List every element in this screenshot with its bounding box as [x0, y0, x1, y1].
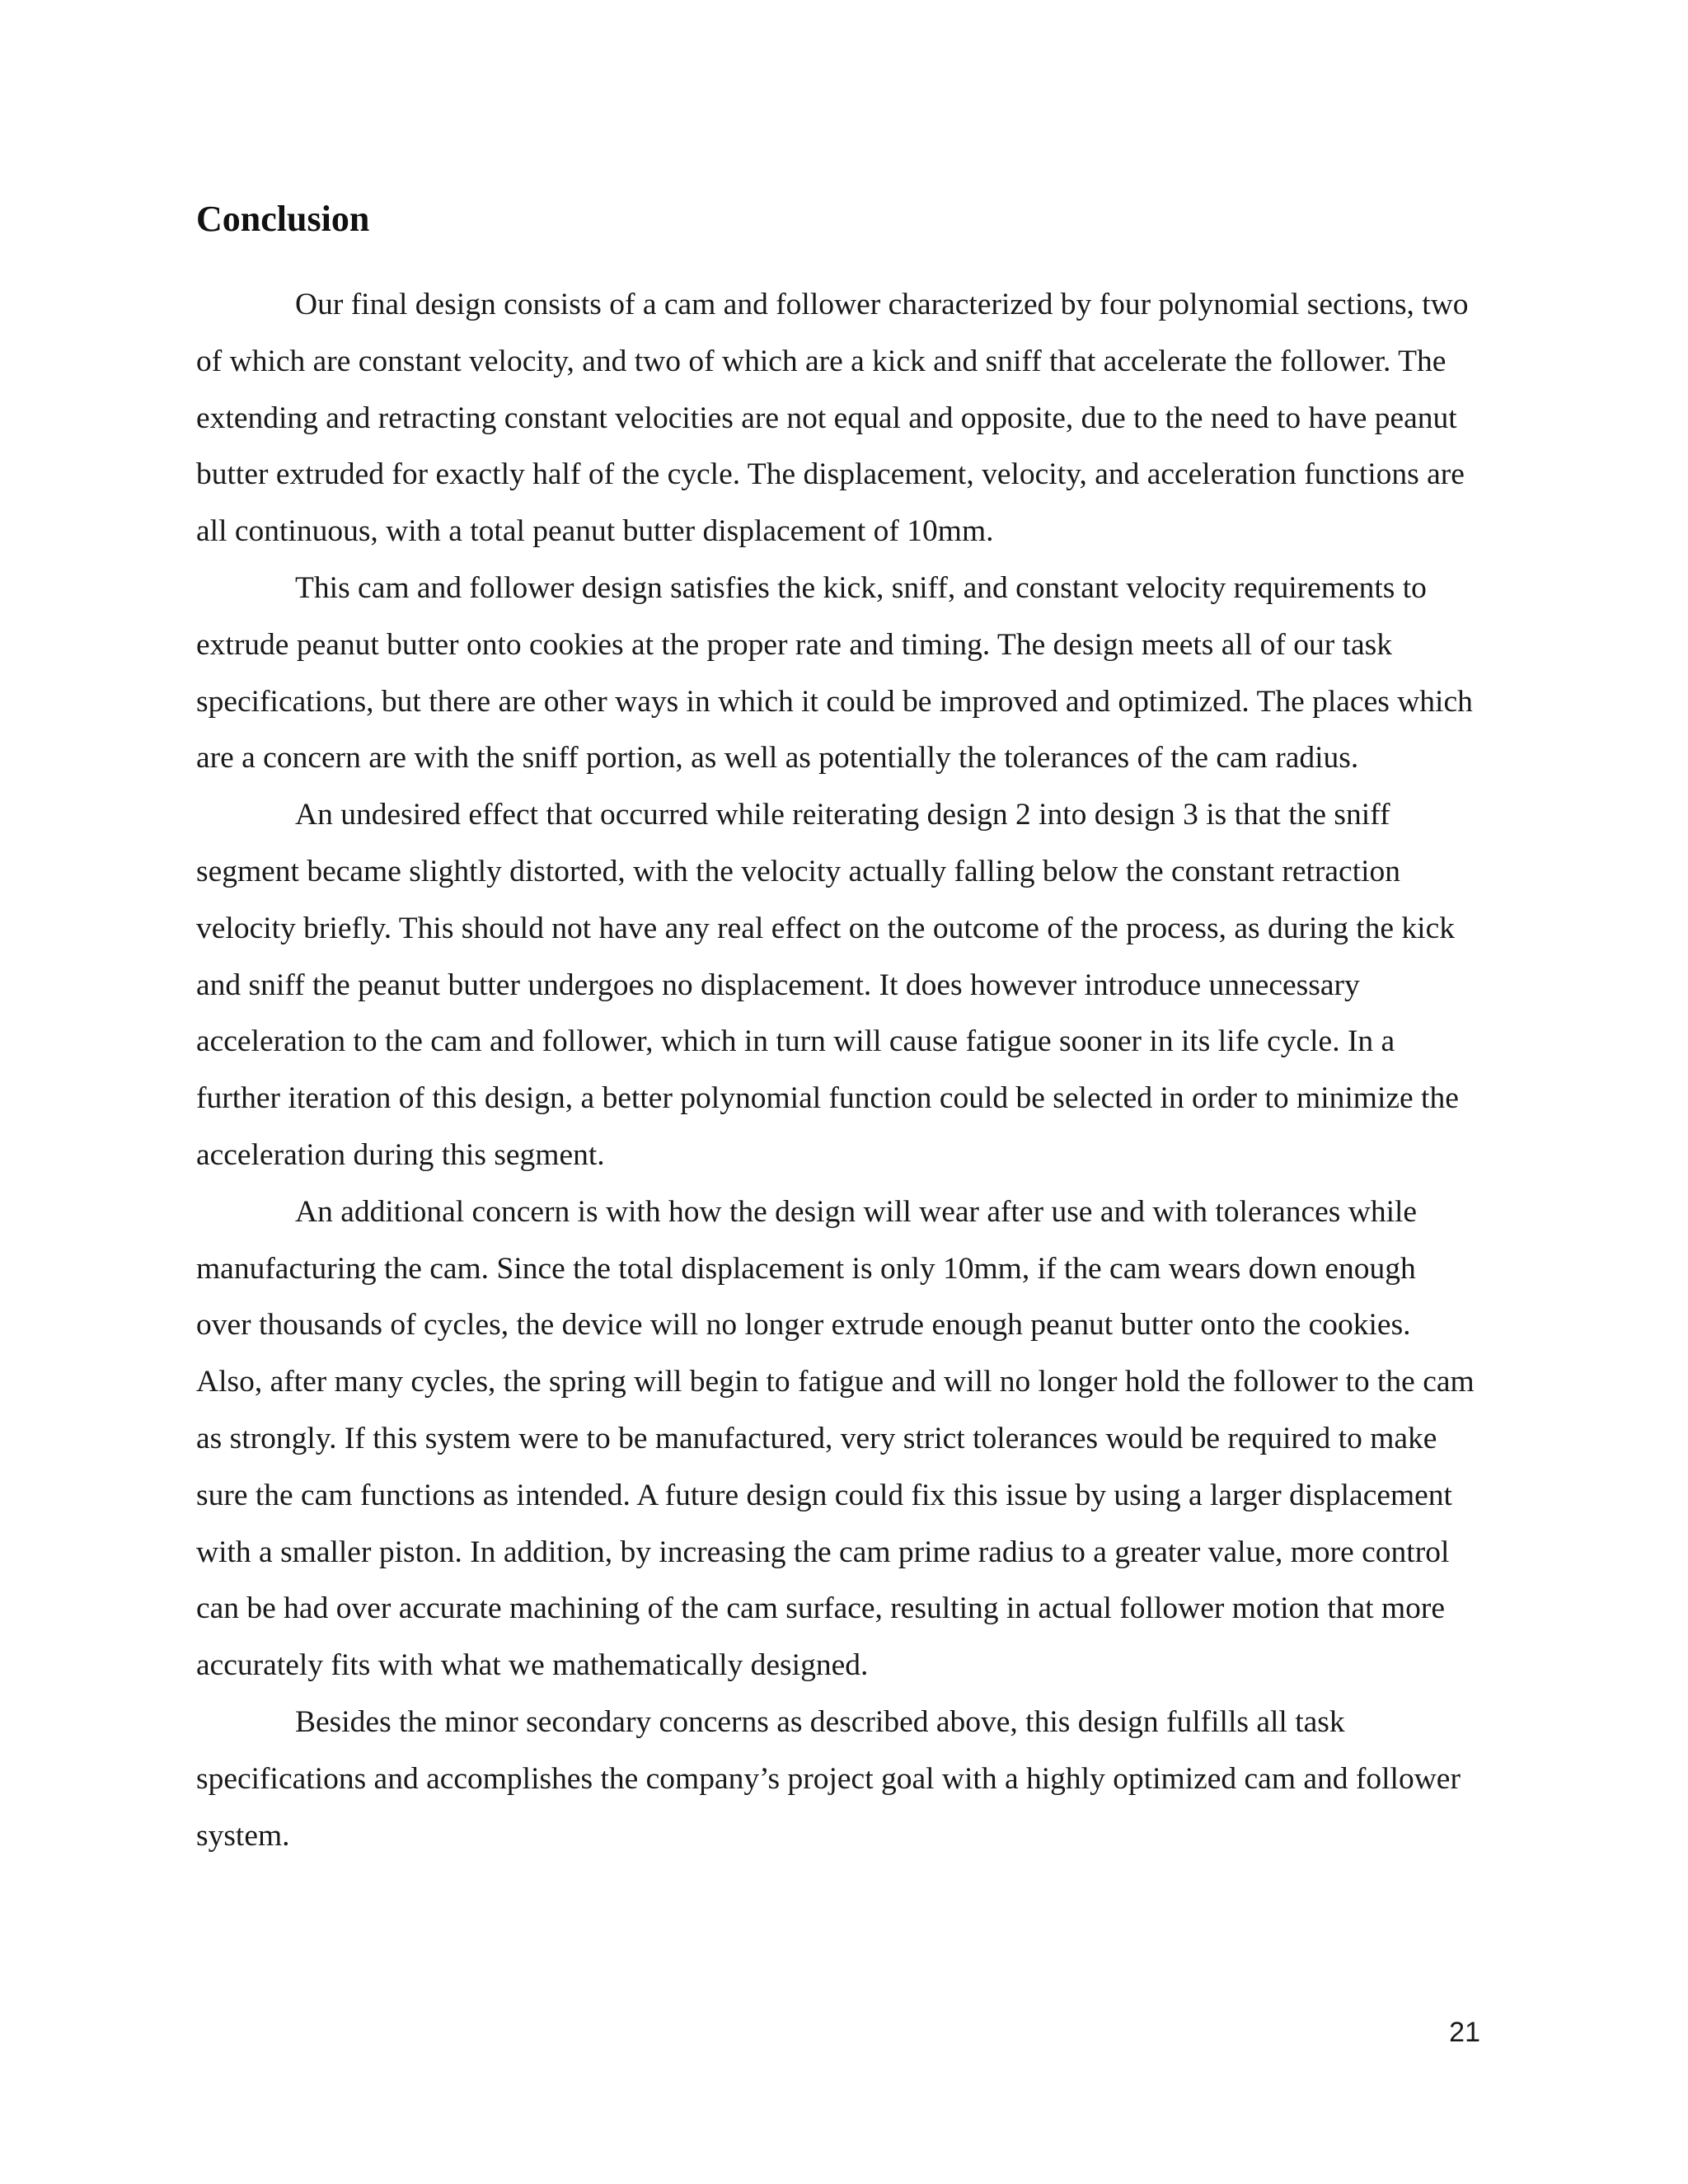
paragraph-requirements: This cam and follower design satisfies the kick, sniff, and constant velocity requirements to extrude peanut butter onto cookies at the proper rate and timing. The design meets all of our task specifications, but there are other ways in which it could be improved and optimized. The places which are a concern are with the sniff portion, as well as potentially the tolerances of the cam radius.: [196, 570, 1473, 776]
page-number: 21: [1449, 2017, 1480, 2048]
paragraph-wear-tolerances: An additional concern is with how the design will wear after use and with tolerances while manufacturing the cam. Since the total displacement is only 10mm, if the cam wears down enough over thousands of cycles, the device will no longer extrude enough peanut butter onto the cookies. Also, after many cycles, the spring will begin to fatigue and will no longer hold the follower to the cam as strongly. If this system were to be manufactured, very strict tolerances would be required to make sure the cam functions as intended. A future design could fix this issue by using a larger displacement with a smaller piston. In addition, by increasing the cam prime radius to a greater value, more control can be had over accurate machining of the cam surface, resulting in actual follower motion that more accurately fits with what we mathematically designed.: [196, 1194, 1475, 1683]
paragraph-sniff-distortion: An undesired effect that occurred while reiterating design 2 into design 3 is that the sniff segment became slightly distorted, with the velocity actually falling below the constant retraction velocity briefly. This should not have any real effect on the outcome of the process, as during the kick and sniff the peanut butter undergoes no displacement. It does however introduce unnecessary acceleration to the cam and follower, which in turn will cause fatigue sooner in its life cycle. In a further iteration of this design, a better polynomial function could be selected in order to minimize the acceleration during this segment.: [196, 798, 1459, 1172]
section-heading: Conclusion: [196, 199, 370, 239]
conclusion-body: [196, 277, 1478, 1864]
paragraph-summary: Besides the minor secondary concerns as described above, this design fulfills all task specifications and accomplishes the company’s project goal with a highly optimized cam and follower system.: [196, 1704, 1461, 1853]
paragraph-final-design: Our final design consists of a cam and follower characterized by four polynomial sections, two of which are constant velocity, and two of which are a kick and sniff that accelerate the follower. The extending and retracting constant velocities are not equal and opposite, due to the need to have peanut butter extruded for exactly half of the cycle. The displacement, velocity, and acceleration functions are all continuous, with a total peanut butter displacement of 10mm.: [196, 288, 1469, 549]
